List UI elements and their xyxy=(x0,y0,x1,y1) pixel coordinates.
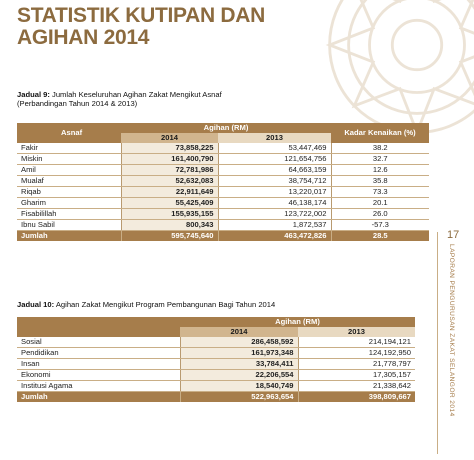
cell-v2013: 17,305,157 xyxy=(298,370,415,381)
header-program xyxy=(17,317,180,337)
cell-name: Fisabilillah xyxy=(17,209,121,220)
cell-v2014: 161,400,790 xyxy=(121,154,218,165)
header-year-2014: 2014 xyxy=(121,133,218,143)
cell-name: Fakir xyxy=(17,143,121,154)
header-year-2013: 2013 xyxy=(218,133,331,143)
cell-v2013: 46,138,174 xyxy=(218,198,331,209)
cell-v2014: 33,784,411 xyxy=(180,359,298,370)
side-divider xyxy=(437,232,438,454)
table-row xyxy=(17,154,429,165)
cell-name: Mualaf xyxy=(17,176,121,187)
cell-v2014: 800,343 xyxy=(121,220,218,231)
table-row xyxy=(17,165,429,176)
cell-name: Sosial xyxy=(17,337,180,348)
table-development-programs xyxy=(17,317,415,402)
cell-v2013: 13,220,017 xyxy=(218,187,331,198)
cell-v2014: 286,458,592 xyxy=(180,337,298,348)
cell-v2013: 21,778,797 xyxy=(298,359,415,370)
cell-name: Jumlah xyxy=(17,231,121,242)
cell-v2014: 155,935,155 xyxy=(121,209,218,220)
cell-v2014: 522,963,654 xyxy=(180,392,298,403)
header-year-2014: 2014 xyxy=(180,327,298,337)
cell-v2013: 398,809,667 xyxy=(298,392,415,403)
table-row xyxy=(17,187,429,198)
table-total-row xyxy=(17,231,429,242)
table-total-row xyxy=(17,392,415,403)
cell-v2013: 21,338,642 xyxy=(298,381,415,392)
cell-pct: 12.6 xyxy=(331,165,429,176)
cell-v2013: 38,754,712 xyxy=(218,176,331,187)
table-row xyxy=(17,359,415,370)
cell-name: Jumlah xyxy=(17,392,180,403)
cell-pct: 26.0 xyxy=(331,209,429,220)
cell-pct: -57.3 xyxy=(331,220,429,231)
table-row xyxy=(17,370,415,381)
cell-v2013: 214,194,121 xyxy=(298,337,415,348)
side-report-label: LAPORAN PENGURUSAN ZAKAT SELANGOR 2014 xyxy=(448,244,455,417)
table9-caption xyxy=(17,90,222,108)
table-row xyxy=(17,337,415,348)
cell-name: Ekonomi xyxy=(17,370,180,381)
table9-caption-sub: (Perbandingan Tahun 2014 & 2013) xyxy=(17,99,138,108)
cell-pct: 32.7 xyxy=(331,154,429,165)
header-agihan: Agihan (RM) xyxy=(180,317,415,327)
cell-name: Riqab xyxy=(17,187,121,198)
cell-pct: 28.5 xyxy=(331,231,429,242)
cell-v2013: 53,447,469 xyxy=(218,143,331,154)
header-agihan: Agihan (RM) xyxy=(121,123,331,133)
header-kadar-kenaikan: Kadar Kenaikan (%) xyxy=(331,123,429,143)
cell-v2014: 73,858,225 xyxy=(121,143,218,154)
cell-name: Amil xyxy=(17,165,121,176)
table9-caption-label: Jadual 9: xyxy=(17,90,50,99)
table-row xyxy=(17,198,429,209)
table-row xyxy=(17,220,429,231)
cell-v2013: 463,472,826 xyxy=(218,231,331,242)
page-title xyxy=(17,5,265,49)
table-asnaf-distribution xyxy=(17,123,429,241)
cell-v2013: 121,654,756 xyxy=(218,154,331,165)
cell-pct: 35.8 xyxy=(331,176,429,187)
table10-caption-text: Agihan Zakat Mengikut Program Pembangunan Bagi Tahun 2014 xyxy=(54,300,276,309)
cell-pct: 73.3 xyxy=(331,187,429,198)
cell-name: Insan xyxy=(17,359,180,370)
cell-v2014: 52,632,083 xyxy=(121,176,218,187)
page-title-line2: AGIHAN 2014 xyxy=(17,26,150,49)
table10-caption-label: Jadual 10: xyxy=(17,300,55,309)
cell-v2014: 22,206,554 xyxy=(180,370,298,381)
cell-name: Gharim xyxy=(17,198,121,209)
cell-name: Pendidikan xyxy=(17,348,180,359)
table9-caption-text: Jumlah Keseluruhan Agihan Zakat Mengikut Asnaf xyxy=(49,90,222,99)
cell-v2013: 64,663,159 xyxy=(218,165,331,176)
table10-caption xyxy=(17,300,275,309)
cell-v2014: 72,781,986 xyxy=(121,165,218,176)
table-row xyxy=(17,143,429,154)
page-title-line1: STATISTIK KUTIPAN DAN xyxy=(17,4,266,27)
cell-pct: 20.1 xyxy=(331,198,429,209)
cell-name: Institusi Agama xyxy=(17,381,180,392)
header-year-2013: 2013 xyxy=(298,327,415,337)
page-number: 17 xyxy=(447,229,460,241)
table-row xyxy=(17,348,415,359)
cell-v2013: 1,872,537 xyxy=(218,220,331,231)
cell-pct: 38.2 xyxy=(331,143,429,154)
cell-v2014: 18,540,749 xyxy=(180,381,298,392)
cell-v2014: 595,745,640 xyxy=(121,231,218,242)
cell-v2013: 124,192,950 xyxy=(298,348,415,359)
table-row xyxy=(17,176,429,187)
table-row xyxy=(17,209,429,220)
cell-v2014: 55,425,409 xyxy=(121,198,218,209)
cell-v2014: 22,911,649 xyxy=(121,187,218,198)
decorative-ornament-icon xyxy=(322,0,474,140)
cell-name: Ibnu Sabil xyxy=(17,220,121,231)
table-row xyxy=(17,381,415,392)
cell-name: Miskin xyxy=(17,154,121,165)
cell-v2013: 123,722,002 xyxy=(218,209,331,220)
header-asnaf: Asnaf xyxy=(17,123,121,143)
cell-v2014: 161,973,348 xyxy=(180,348,298,359)
